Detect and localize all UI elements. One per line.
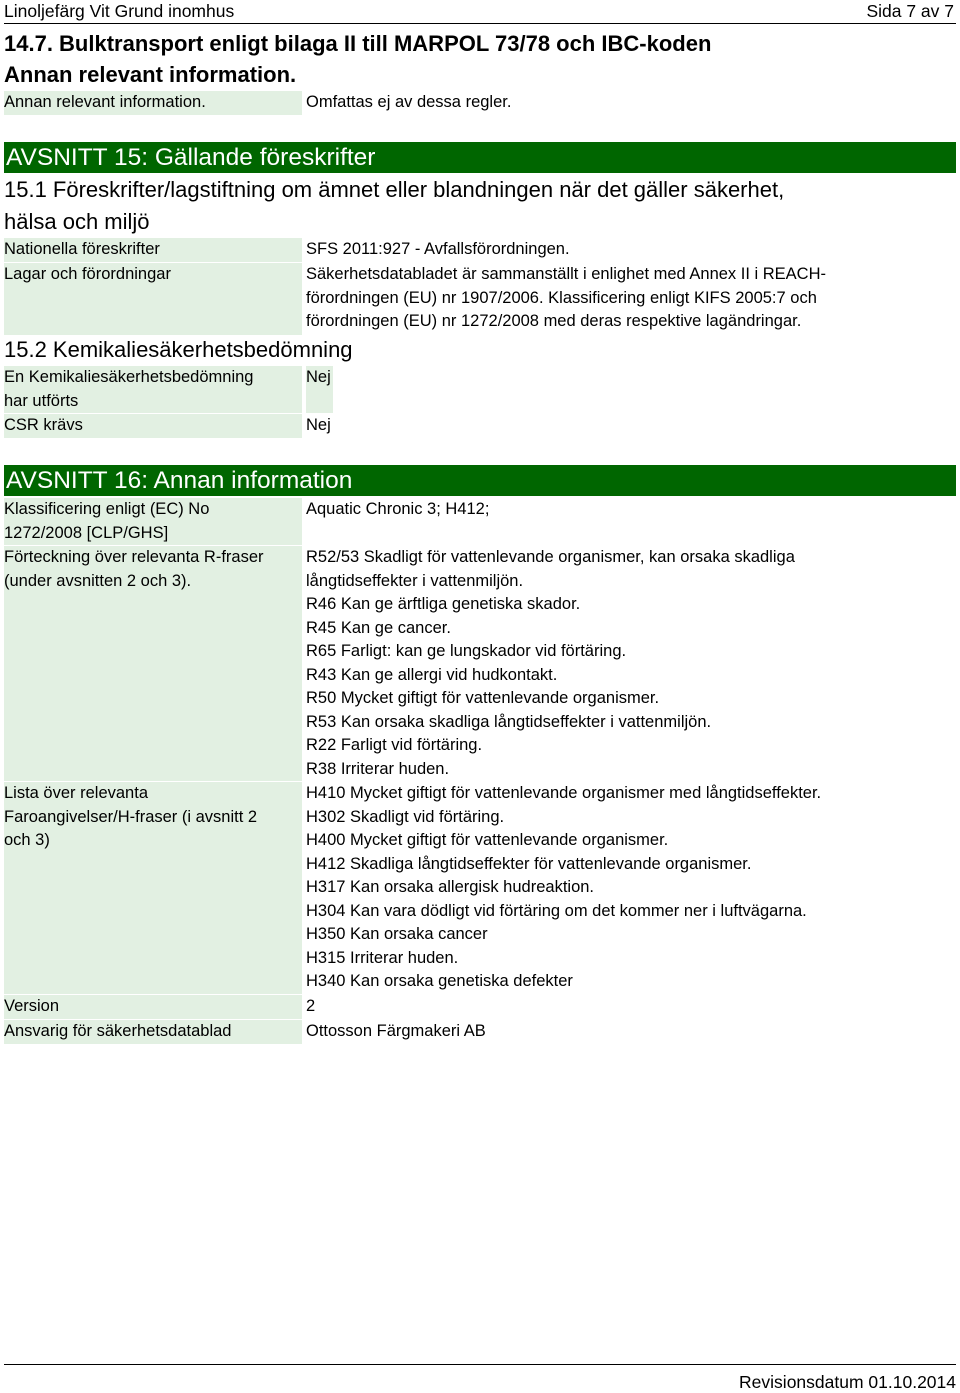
r-phrase: R53 Kan orsaka skadliga långtidseffekter i vattenmiljön. <box>306 712 712 731</box>
r-phrase: långtidseffekter i vattenmiljön. <box>306 571 524 590</box>
r-phrase: R50 Mycket giftigt för vattenlevande organismer. <box>306 689 660 707</box>
h-phrase: H302 Skadligt vid förtäring. <box>306 807 505 826</box>
r-phrase: R52/53 Skadligt för vattenlevande organismer, kan orsaka skadliga <box>306 548 795 566</box>
section-14-7-heading: 14.7. Bulktransport enligt bilaga II till MARPOL 73/78 och IBC-koden <box>4 31 712 56</box>
footer-divider <box>4 1364 956 1365</box>
r-phrase: R22 Farligt vid förtäring. <box>306 736 483 754</box>
chemical-safety-assessment-value: Nej <box>306 366 333 413</box>
laws-label: Lagar och förordningar <box>4 263 302 335</box>
chemical-safety-assessment-label: En Kemikaliesäkerhetsbedömning har utförts <box>4 366 302 413</box>
responsible-value: Ottosson Färgmakeri AB <box>306 1022 486 1040</box>
r-phrase: R43 Kan ge allergi vid hudkontakt. <box>306 665 558 684</box>
h-phrases-label: Lista över relevanta Faroangivelser/H-fraser (i avsnitt 2 och 3) <box>4 782 302 994</box>
other-info-label: Annan relevant information. <box>4 91 302 115</box>
national-regulations-label: Nationella föreskrifter <box>4 238 302 262</box>
version-label: Version <box>4 995 302 1019</box>
h-phrase: H400 Mycket giftigt för vattenlevande organismer. <box>306 831 669 849</box>
r-phrase: R46 Kan ge ärftliga genetiska skador. <box>306 595 581 613</box>
classification-label: Klassificering enligt (EC) No 1272/2008 [CLP/GHS] <box>4 498 302 545</box>
r-phrase: R65 Farligt: kan ge lungskador vid förtäring. <box>306 642 627 660</box>
national-regulations-value: SFS 2011:927 - Avfallsförordningen. <box>306 240 570 258</box>
h-phrase: H317 Kan orsaka allergisk hudreaktion. <box>306 878 595 896</box>
r-phrase: R38 Irriterar huden. <box>306 759 450 778</box>
csr-required-value: Nej <box>306 416 331 434</box>
r-phrase: R45 Kan ge cancer. <box>306 618 451 637</box>
page-number: Sida 7 av 7 <box>866 1 954 21</box>
h-phrases-list <box>306 782 821 994</box>
h-phrase: H412 Skadliga långtidseffekter för vattenlevande organismer. <box>306 854 752 873</box>
revision-date: Revisionsdatum 01.10.2014 <box>739 1372 956 1392</box>
csr-required-label: CSR krävs <box>4 414 302 438</box>
section-14-7-subheading: Annan relevant information. <box>4 62 297 87</box>
h-phrase: H410 Mycket giftigt för vattenlevande organismer med långtidseffekter. <box>306 784 822 802</box>
classification-value: Aquatic Chronic 3; H412; <box>306 500 490 518</box>
section-15-1-heading: 15.1 Föreskrifter/lagstiftning om ämnet eller blandningen när det gäller säkerhet, hälsa och miljö <box>4 177 785 234</box>
h-phrase: H315 Irriterar huden. <box>306 948 459 967</box>
section-15-2-heading: 15.2 Kemikaliesäkerhetsbedömning <box>4 337 353 362</box>
section-16-title: AVSNITT 16: Annan information <box>4 465 956 496</box>
product-name: Linoljefärg Vit Grund inomhus <box>4 1 235 21</box>
r-phrases-list <box>306 546 795 781</box>
header-divider <box>4 23 956 24</box>
version-value: 2 <box>306 997 316 1015</box>
h-phrase: H350 Kan orsaka cancer <box>306 925 488 943</box>
h-phrase: H304 Kan vara dödligt vid förtäring om det kommer ner i luftvägarna. <box>306 901 807 920</box>
r-phrases-label: Förteckning över relevanta R-fraser (under avsnitten 2 och 3). <box>4 546 302 781</box>
laws-value: Säkerhetsdatabladet är sammanställt i enlighet med Annex II i REACH- förordningen (EU) nr 1907/2006. Klassificering enligt KIFS 2005:7 och förordningen (EU) nr 1272/2008 med deras respektive lagändringar. <box>306 265 827 330</box>
other-info-value: Omfattas ej av dessa regler. <box>306 93 512 111</box>
section-15-title: AVSNITT 15: Gällande föreskrifter <box>4 142 956 173</box>
page-header <box>4 0 956 24</box>
h-phrase: H340 Kan orsaka genetiska defekter <box>306 972 573 990</box>
responsible-label: Ansvarig för säkerhetsdatablad <box>4 1020 302 1044</box>
